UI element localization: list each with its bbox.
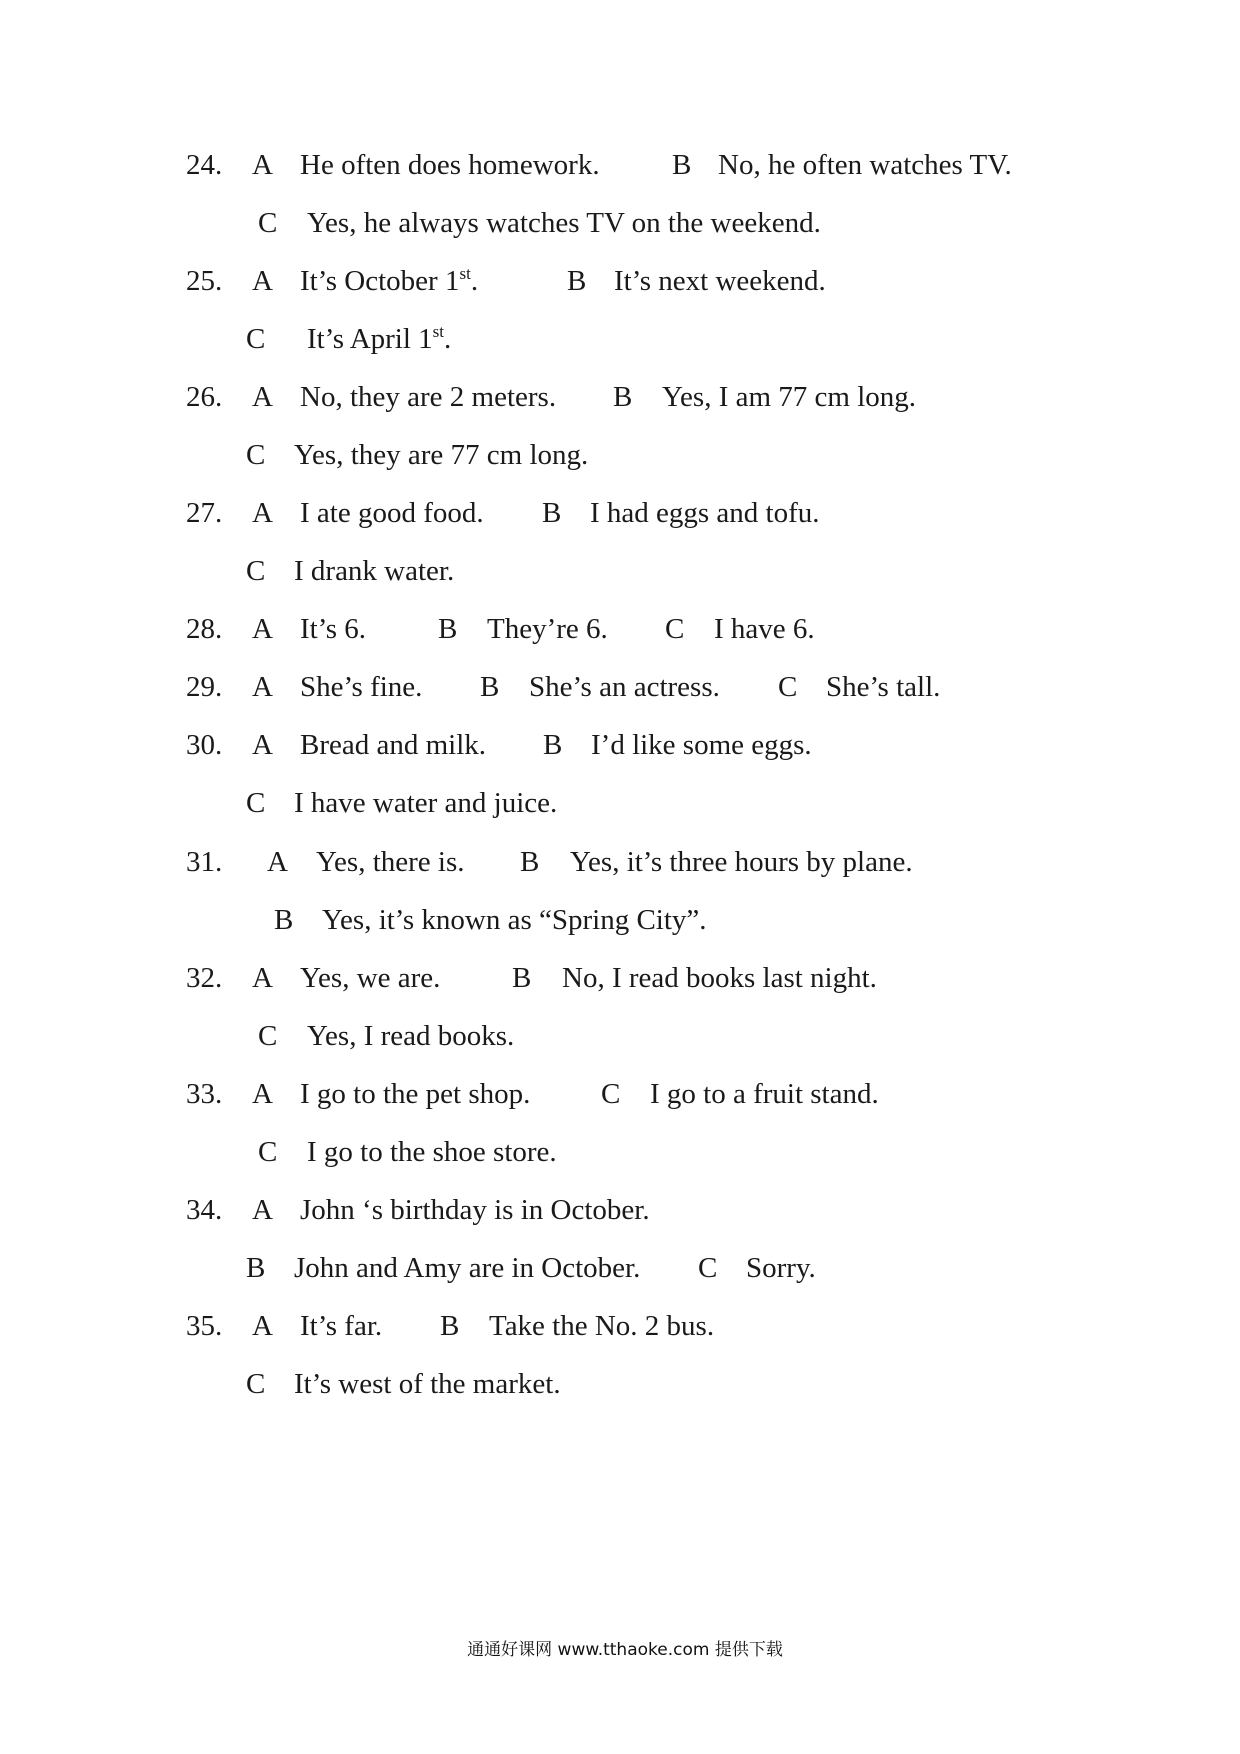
option-letter: B — [567, 265, 587, 297]
option-text: I go to the pet shop. — [300, 1078, 531, 1110]
option-letter: A — [252, 613, 273, 645]
option-letter: C — [258, 207, 278, 239]
option-text: Yes, it’s known as “Spring City”. — [322, 904, 707, 936]
option-letter: B — [274, 904, 294, 936]
option-letter: A — [267, 846, 288, 878]
option-letter: C — [246, 439, 266, 471]
option-text: She’s tall. — [826, 671, 941, 703]
option-letter: C — [258, 1020, 278, 1052]
option-text: It’s far. — [300, 1310, 383, 1342]
option-text: It’s April 1st. — [307, 322, 452, 355]
option-letter: A — [252, 1194, 273, 1226]
option-letter: B — [542, 497, 562, 529]
option-text: Yes, I read books. — [307, 1020, 515, 1052]
option-text: Yes, he always watches TV on the weekend. — [307, 207, 821, 239]
option-text: Yes, it’s three hours by plane. — [570, 846, 913, 878]
page-footer: 通通好课网 www.tthaoke.com 提供下载 — [467, 1640, 783, 1660]
question-number: 31. — [186, 846, 223, 878]
option-letter: A — [252, 962, 273, 994]
question-number: 35. — [186, 1310, 223, 1342]
option-letter: A — [252, 671, 273, 703]
option-text: John and Amy are in October. — [294, 1252, 641, 1284]
option-letter: A — [252, 729, 273, 761]
option-text: I have 6. — [714, 613, 815, 645]
question-number: 26. — [186, 381, 223, 413]
option-text: Yes, they are 77 cm long. — [294, 439, 589, 471]
option-text: He often does homework. — [300, 149, 600, 181]
option-text: I ate good food. — [300, 497, 484, 529]
option-letter: C — [665, 613, 685, 645]
option-text: I had eggs and tofu. — [590, 497, 820, 529]
option-letter: C — [246, 1368, 266, 1400]
option-text: She’s an actress. — [529, 671, 720, 703]
option-text: I have water and juice. — [294, 787, 558, 819]
question-number: 25. — [186, 265, 223, 297]
option-text: She’s fine. — [300, 671, 423, 703]
option-text: Bread and milk. — [300, 729, 487, 761]
option-text: It’s 6. — [300, 613, 367, 645]
option-text: It’s west of the market. — [294, 1368, 561, 1400]
option-letter: A — [252, 1310, 273, 1342]
option-letter: A — [252, 149, 273, 181]
option-text: It’s October 1st. — [300, 264, 479, 297]
option-text: They’re 6. — [487, 613, 608, 645]
option-text: I go to a fruit stand. — [650, 1078, 879, 1110]
option-text: No, I read books last night. — [562, 962, 877, 994]
option-text: Yes, I am 77 cm long. — [662, 381, 917, 413]
option-text: It’s next weekend. — [614, 265, 826, 297]
option-letter: C — [246, 787, 266, 819]
option-letter: A — [252, 1078, 273, 1110]
option-letter: C — [246, 323, 266, 355]
option-text: Sorry. — [746, 1252, 816, 1284]
option-text: I go to the shoe store. — [307, 1136, 557, 1168]
option-letter: B — [520, 846, 540, 878]
question-number: 29. — [186, 671, 223, 703]
question-number: 27. — [186, 497, 223, 529]
option-text: Take the No. 2 bus. — [489, 1310, 715, 1342]
ordinal-suffix: st — [432, 322, 445, 341]
option-letter: B — [480, 671, 500, 703]
option-letter: B — [613, 381, 633, 413]
option-letter: B — [440, 1310, 460, 1342]
option-letter: B — [438, 613, 458, 645]
question-number: 34. — [186, 1194, 223, 1226]
option-letter: C — [601, 1078, 621, 1110]
question-number: 30. — [186, 729, 223, 761]
option-text: No, they are 2 meters. — [300, 381, 557, 413]
option-letter: A — [252, 265, 273, 297]
option-text: I’d like some eggs. — [591, 729, 812, 761]
option-letter: C — [778, 671, 798, 703]
option-text: Yes, there is. — [316, 846, 465, 878]
option-text: John ‘s birthday is in October. — [300, 1194, 650, 1226]
option-letter: B — [512, 962, 532, 994]
option-letter: A — [252, 381, 273, 413]
option-letter: B — [543, 729, 563, 761]
option-text: Yes, we are. — [300, 962, 441, 994]
ordinal-suffix: st — [459, 264, 471, 283]
option-letter: C — [698, 1252, 718, 1284]
option-letter: B — [246, 1252, 266, 1284]
question-number: 33. — [186, 1078, 223, 1110]
option-letter: A — [252, 497, 273, 529]
option-letter: C — [258, 1136, 278, 1168]
option-text: I drank water. — [294, 555, 455, 587]
option-letter: B — [672, 149, 692, 181]
question-number: 28. — [186, 613, 223, 645]
question-number: 32. — [186, 962, 223, 994]
question-number: 24. — [186, 149, 223, 181]
option-text: No, he often watches TV. — [718, 149, 1012, 181]
option-letter: C — [246, 555, 266, 587]
